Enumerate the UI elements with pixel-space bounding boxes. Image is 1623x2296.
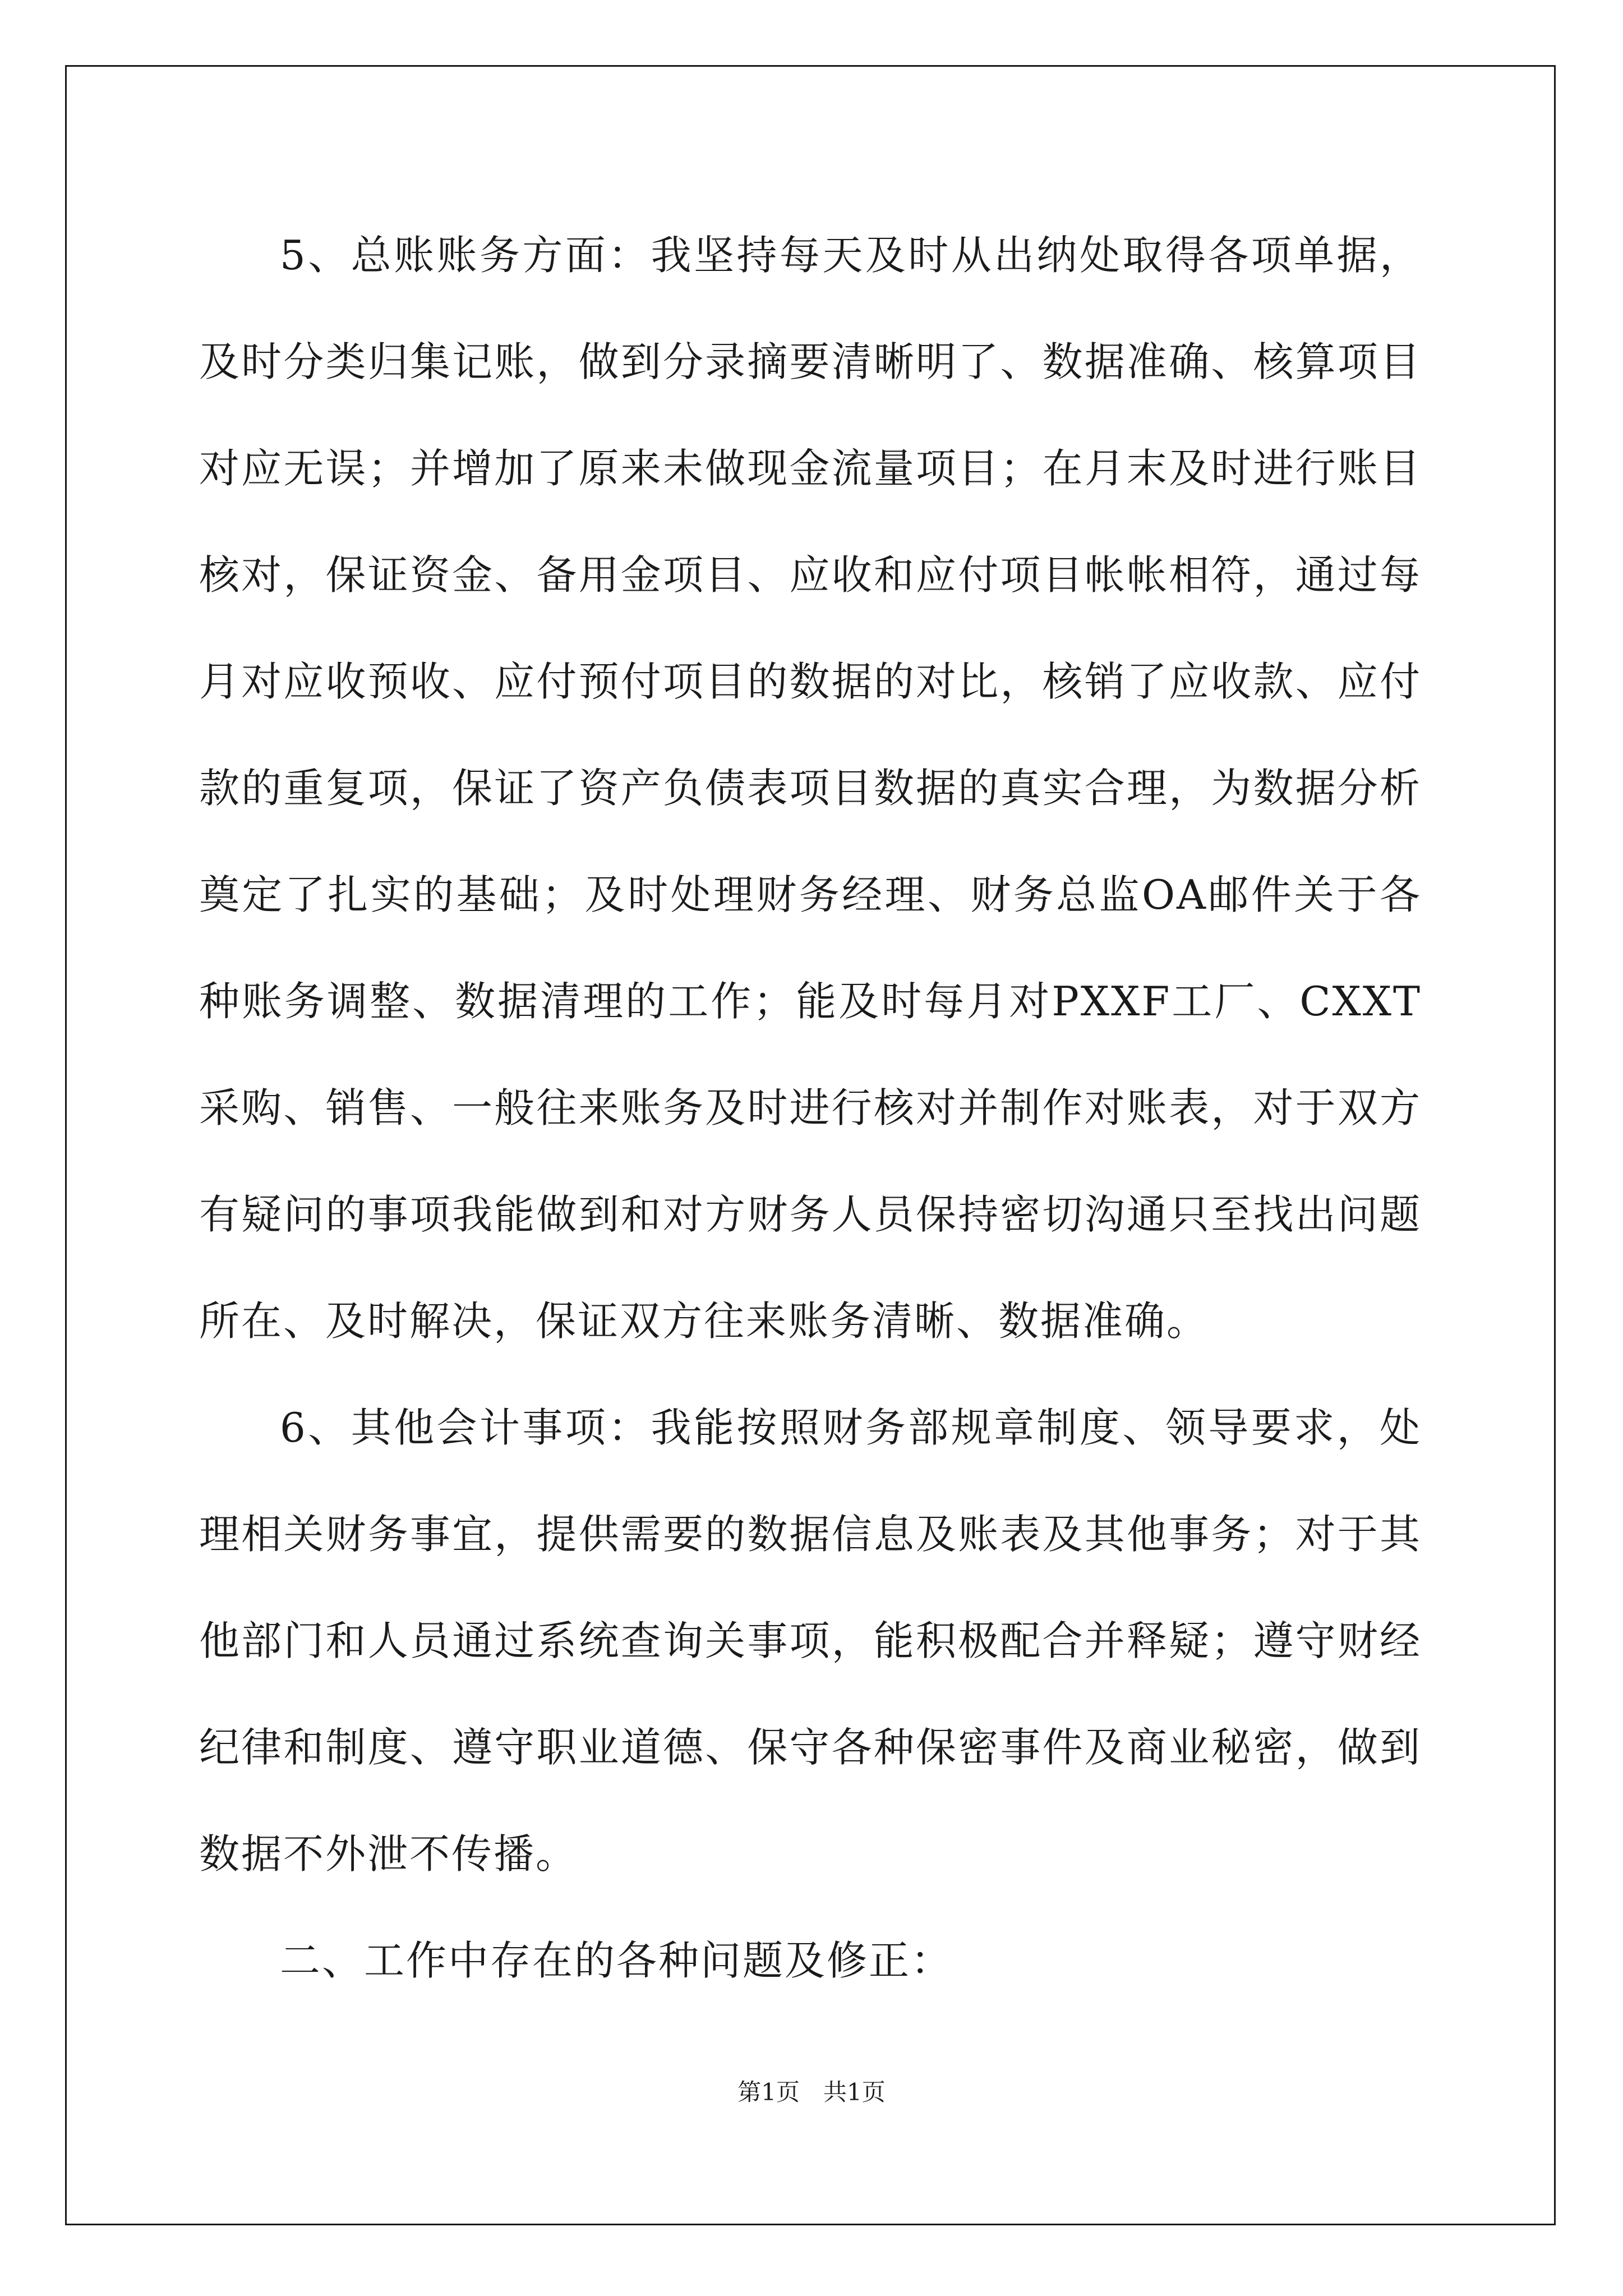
paragraph-general-ledger: 5、总账账务方面：我坚持每天及时从出纳处取得各项单据，及时分类归集记账，做到分录摘要清晰明了、数据准确、核算项目对应无误；并增加了原来未做现金流量项目；在月末及时进行账目核对，保证资金、备用金项目、应收和应付项目帐帐相符，通过每月对应收预收、应付预付项目的数据的对比，核销了应收款、应付款的重复项，保证了资产负债表项目数据的真实合理，为数据分析奠定了扎实的基础；及时处理财务经理、财务总监OA邮件关于各种账务调整、数据清理的工作；能及时每月对PXXF工厂、CXXT采购、销售、一般往来账务及时进行核对并制作对账表，对于双方有疑问的事项我能做到和对方财务人员保持密切沟通只至找出问题所在、及时解决，保证双方往来账务清晰、数据准确。: [199, 232, 1422, 1345]
section-heading-problems: 二、工作中存在的各种问题及修正：: [280, 1937, 953, 1984]
page-number-footer: 第1页 共1页: [737, 2078, 886, 2106]
paragraph-other-accounting: 6、其他会计事项：我能按照财务部规章制度、领导要求，处理相关财务事宜，提供需要的数据信息及账表及其他事务；对于其他部门和人员通过系统查询关事项，能积极配合并释疑；遵守财经纪律和制度、遵守职业道德、保守各种保密事件及商业秘密，做到数据不外泄不传播。: [199, 1404, 1422, 1878]
document-body: [199, 202, 1422, 2014]
